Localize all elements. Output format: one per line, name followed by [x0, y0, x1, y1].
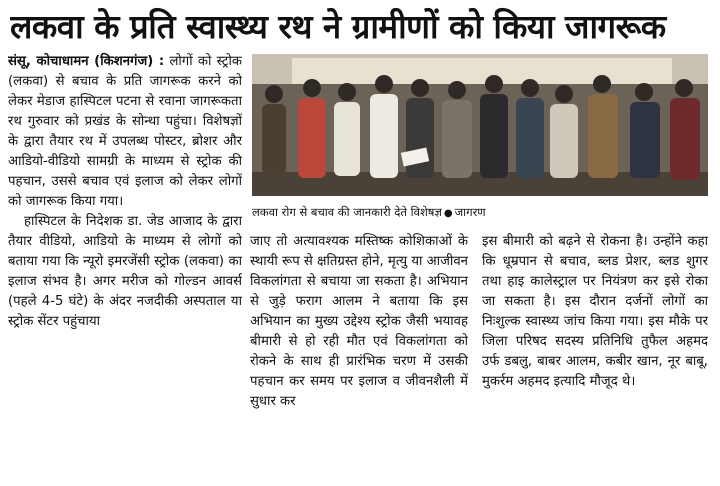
news-photo	[252, 54, 708, 196]
bullet-icon: ●	[443, 208, 453, 219]
column-3-text: इस बीमारी को बढ़ने से रोकना है। उन्होंने कहा कि धूम्रपान से बचाव, ब्लड प्रेशर, ब्लड शुगर तथा हाइ कालेस्ट्राल पर नियंत्रण कर इसे रोका जा सकता है। इस दौरान दर्जनों लोगों का निःशुल्क स्वास्थ्य जांच किया गया। इस मौके पर जिला परिषद सदस्य प्रतिनिधि तुफैल अहमद उर्फ डबलु, बाबर आलम, कबीर खान, नूर बाबू, मुकर्रम अहमद इत्यादि मौजूद थे।	[482, 234, 708, 389]
headline: लकवा के प्रति स्वास्थ्य रथ ने ग्रामीणों को किया जागरूक	[10, 7, 666, 46]
photo-credit: जागरण	[454, 205, 486, 219]
article-column-3	[482, 232, 708, 482]
caption-text: लकवा रोग से बचाव की जानकारी देते विशेषज्ञ	[252, 205, 442, 219]
lead-text: लोगों को स्ट्रोक (लकवा) से बचाव के प्रति जागरूक करने को लेकर मेडाज हास्पिटल पटना से रवाना जागरूकता रथ गुरुवार को प्रखंड के सोन्था पहुंचा। विशेषज्ञों के द्वारा तैयार रथ में उपलब्ध पोस्टर, ब्रोशर और आडियो-वीडियो सामग्री के माध्यम से स्ट्रोक की पहचान, उससे बचाव एवं इलाज को लेकर लोगों को जागरूक किया गया।	[8, 54, 242, 209]
dateline: संसू, कोचाधामन (किशनगंज) :	[8, 54, 165, 69]
paragraph-2: हास्पिटल के निदेशक डा. जेड आजाद के द्वारा तैयार वीडियो, आडियो के माध्यम से लोगों को बताया गया कि न्यूरो इमरजेंसी स्ट्रोक (लकवा) का इलाज संभव है। अगर मरीज को गोल्डन आवर्स (पहले 4-5 घंटे) के अंदर नजदीकी अस्पताल या स्ट्रोक सेंटर पहुंचाया	[8, 214, 242, 329]
column-2-text: जाए तो अत्यावश्यक मस्तिष्क कोशिकाओं के स्थायी रूप से क्षतिग्रस्त होने, मृत्यु या आजीवन विकलांगता से बचाया जा सकता है। अभियान से जुड़े फराग आलम ने बताया कि इस अभियान का मुख्य उद्देश्य स्ट्रोक जैसी भयावह बीमारी से हो रही मौत एवं विकलांगता को रोकने के साथ ही प्रारंभिक चरण में उसकी पहचान कर समय पर इलाज व जीवनशैली में सुधार कर	[250, 234, 468, 409]
article-column-1	[8, 52, 242, 482]
news-photo-illustration	[252, 54, 708, 196]
article-column-2	[250, 232, 468, 482]
lead-paragraph	[8, 52, 242, 212]
photo-caption	[252, 203, 708, 221]
